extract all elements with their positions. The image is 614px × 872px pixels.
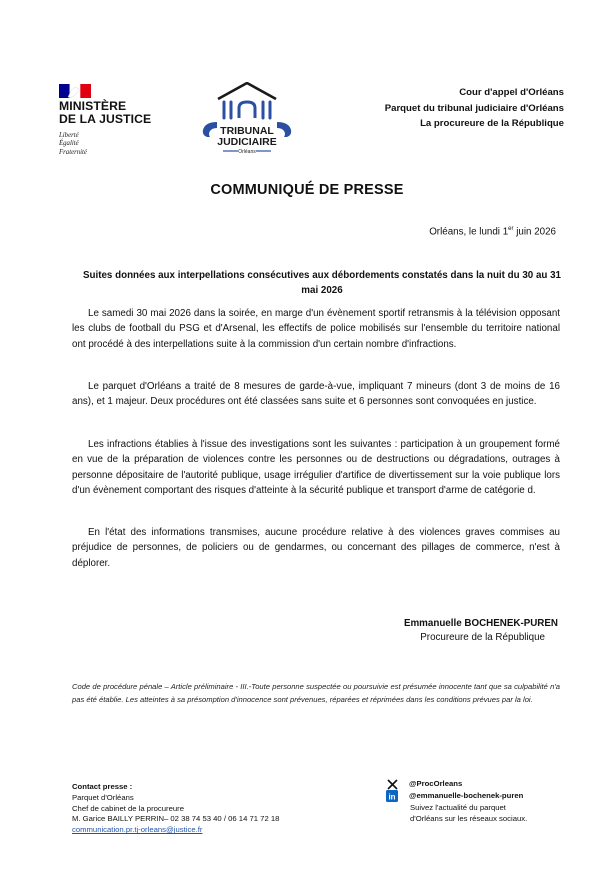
republic-motto — [59, 132, 87, 157]
contact-email-link[interactable]: communication.pr.tj-orleans@justice.fr — [72, 825, 203, 835]
x-account[interactable] — [385, 778, 565, 790]
follow-line-1: Suivez l'actualité du parquet — [410, 803, 506, 812]
contact-role: Chef de cabinet de la procureure — [72, 803, 184, 813]
follow-line-2: d'Orléans sur les réseaux sociaux. — [410, 813, 528, 823]
signatory-title: Procureure de la République — [420, 632, 545, 643]
ministry-name-line2: DE LA JUSTICE — [59, 112, 152, 126]
social-media-block — [385, 778, 565, 824]
motto-fraternite: Fraternité — [59, 148, 87, 156]
x-logo-icon — [385, 778, 399, 790]
linkedin-handle: @emmanuelle-bochenek-puren — [409, 790, 524, 800]
tribunal-logo-city: Orléans — [238, 149, 256, 155]
press-contact — [72, 782, 279, 836]
tribunal-logo-line2: JUDICIAIRE — [217, 136, 277, 148]
contact-person-phone: M. Garice BAILLY PERRIN– 02 38 74 53 40 / 06 14 71 72 18 — [72, 814, 280, 824]
release-date — [429, 226, 556, 237]
press-release-title: COMMUNIQUÉ DE PRESSE — [210, 182, 404, 198]
linkedin-icon — [385, 790, 399, 802]
presumption-of-innocence-notice: Code de procédure pénale – Article préliminaire - III.-Toute personne suspectée ou poursuivie est présumée innocente tant que sa culpabilité n'a pas été établie. Les atteintes à sa présomption d'innocence sont prévenues, réparées et réprimées dans les conditions prévues par la loi. — [72, 682, 560, 704]
svg-text:in: in — [388, 792, 396, 802]
signatory-name: Emmanuelle BOCHENEK-PUREN — [403, 618, 558, 629]
tribunal-judiciaire-logo — [191, 82, 303, 156]
ministry-name-line1: MINISTÈRE — [59, 99, 127, 113]
release-subject: Suites données aux interpellations consécutives aux débordements constatés dans la nuit du 30 au 31 mai 2026 — [82, 270, 561, 296]
linkedin-account[interactable] — [385, 790, 565, 802]
contact-label: Contact presse : — [72, 782, 133, 791]
marianne-flag-logo — [59, 84, 91, 98]
body-paragraph-3: Les infractions établies à l'issue des investigations sont les suivantes : participation à un groupement formé en vue de la préparation de violences contre les personnes ou de destructions ou dégradations, outrages à personne dépositaire de l'autorité publique, usage irrégulier d'artifice de divertissement sur la voie publique lors d'un évènement comportant des risques d'atteinte à la sécurité publique et transport d'arme de catégorie d. — [72, 439, 560, 497]
follow-text — [410, 803, 565, 824]
x-handle: @ProcOrleans — [409, 778, 463, 788]
tribunal-logo-line1: TRIBUNAL — [220, 125, 274, 137]
motto-liberte: Liberté — [59, 132, 79, 139]
ministry-name — [59, 100, 151, 126]
prosecutor-office: La procureure de la République — [420, 118, 564, 129]
date-prefix: Orléans, le lundi 1 — [429, 226, 509, 238]
date-suffix: juin 2026 — [513, 226, 556, 238]
court-of-appeal: Cour d'appel d'Orléans — [459, 87, 564, 98]
date-sup: er — [508, 226, 514, 232]
body-paragraph-2: Le parquet d'Orléans a traité de 8 mesures de garde-à-vue, impliquant 7 mineurs (dont 3 de moins de 16 ans), et 1 majeur. Deux procédures ont été classées sans suite et 6 personnes sont convoquées en justice. — [72, 381, 560, 408]
issuing-authority — [385, 85, 564, 132]
parquet-name: Parquet du tribunal judiciaire d'Orléans — [384, 102, 564, 114]
body-paragraph-1: Le samedi 30 mai 2026 dans la soirée, en marge d'un évènement sportif retransmis à la télévision opposant les clubs de football du PSG et d'Arsenal, les effectifs de police mobilisés sur l'ensemble du territoire national ont procédé à des interpellations suite à la commission d'un certain nombre d'infractions. — [72, 308, 560, 350]
body-paragraph-4: En l'état des informations transmises, aucune procédure relative à des violences graves commises au préjudice de personnes, de policiers ou de gendarmes, ou concernant des pillages de commerce, n'est à déplorer. — [72, 527, 560, 569]
motto-egalite: Égalité — [59, 140, 79, 148]
contact-office: Parquet d'Orléans — [72, 792, 134, 802]
